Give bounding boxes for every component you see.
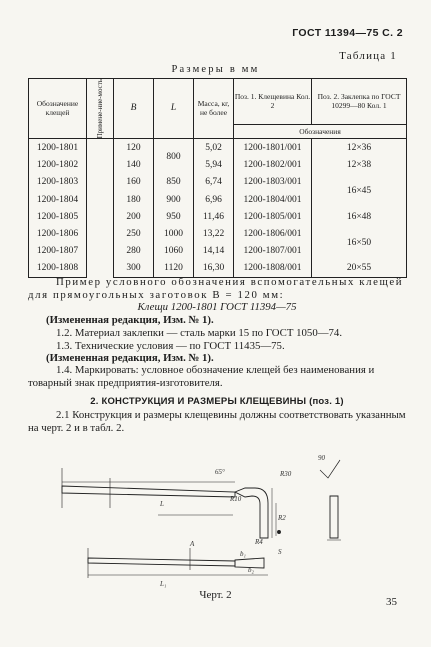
table-row: 1200-1808 300 1120 16,30 1200-1808/001 20×55 xyxy=(29,260,407,278)
svg-text:b₂: b₂ xyxy=(248,566,254,574)
svg-text:b₁: b₁ xyxy=(240,550,246,558)
handle-top-view xyxy=(62,486,235,497)
units-caption: Размеры в мм xyxy=(171,64,260,75)
rivet-cell: 12×38 xyxy=(312,157,407,174)
example-designation: Клещи 1200-1801 ГОСТ 11394—75 xyxy=(137,301,297,313)
col-l: L xyxy=(154,79,194,139)
svg-text:L₁: L₁ xyxy=(160,580,167,588)
table-row: 1200-1802 140 5,94 1200-1802/001 12×38 xyxy=(29,157,407,174)
table-row: 1200-1801 120 800 5,02 1200-1801/001 12×36 xyxy=(29,139,407,157)
rivet-cell: 16×50 xyxy=(312,225,407,259)
col-pos2: Поз. 2. Заклепка по ГОСТ 10299—80 Кол. 1 xyxy=(312,79,407,125)
rivet-cell: 16×45 xyxy=(312,174,407,208)
svg-text:90: 90 xyxy=(318,454,325,462)
svg-text:A: A xyxy=(190,540,195,548)
svg-text:R10: R10 xyxy=(230,495,242,503)
figure-caption: Черт. 2 xyxy=(199,589,232,601)
svg-text:S: S xyxy=(278,548,282,556)
edit-note-1: (Измененная редакция, Изм. № 1). xyxy=(46,314,214,326)
edit-note-2: (Измененная редакция, Изм. № 1). xyxy=(46,352,214,364)
svg-text:R30: R30 xyxy=(280,470,292,478)
rivet-cell: 16×48 xyxy=(312,208,407,225)
table-row: 1200-1806 250 1000 13,22 1200-1806/001 16×50 xyxy=(29,225,407,242)
example-paragraph: Пример условного обозначения вспомогательных клещей для прямоугольных заготовок B = 120 мм: xyxy=(28,276,404,302)
table-caption: Таблица 1 xyxy=(339,50,397,62)
svg-text:R4: R4 xyxy=(255,538,263,546)
col-pos1: Поз. 1. Клещевина Кол. 2 xyxy=(234,79,312,125)
col-applicability: Примене-ние-мость xyxy=(87,79,114,139)
standard-header: ГОСТ 11394—75 С. 2 xyxy=(292,27,403,39)
section-2-heading: 2. КОНСТРУКЦИЯ И РАЗМЕРЫ КЛЕЩЕВИНЫ (поз. 1) xyxy=(90,396,344,407)
paragraph-1-2: 1.2. Материал заклепки — сталь марки 15 по ГОСТ 1050—74. xyxy=(56,327,343,339)
table-row: 1200-1803 160 850 6,74 1200-1803/001 16×45 xyxy=(29,174,407,191)
page-number: 35 xyxy=(386,596,397,608)
col-b: B xyxy=(114,79,154,139)
handle-side-view xyxy=(88,558,235,566)
svg-text:R2: R2 xyxy=(278,514,286,522)
tong-jaw-drawing xyxy=(40,448,390,588)
paragraph-1-3: 1.3. Технические условия — по ГОСТ 11435—75. xyxy=(56,340,285,352)
svg-text:L: L xyxy=(160,500,164,508)
table-row: 1200-1805 200 950 11,46 1200-1805/001 16×48 xyxy=(29,208,407,225)
table-row: 1200-1804 180 900 6,96 1200-1804/001 xyxy=(29,191,407,208)
rivet-cell: 20×55 xyxy=(312,260,407,278)
col-designation: Обозначение клещей xyxy=(29,79,87,139)
sizes-table xyxy=(28,78,407,278)
table-row: 1200-1807 280 1060 14,14 1200-1807/001 xyxy=(29,243,407,260)
section-view xyxy=(330,496,338,538)
paragraph-1-4: 1.4. Маркировать: условное обозначение клещей без наименования и товарный знак предприятия-изготовителя. xyxy=(28,364,375,390)
col-mass: Масса, кг, не более xyxy=(194,79,234,139)
rivet-cell: 12×36 xyxy=(312,139,407,157)
svg-text:65°: 65° xyxy=(215,468,225,476)
col-oboznacheniya: Обозначения xyxy=(234,125,407,139)
paragraph-2-1: 2.1 Конструкция и размеры клещевины должны соответствовать указанным на черт. 2 и в табл. 2. xyxy=(28,409,406,435)
roughness-mark xyxy=(320,460,340,478)
